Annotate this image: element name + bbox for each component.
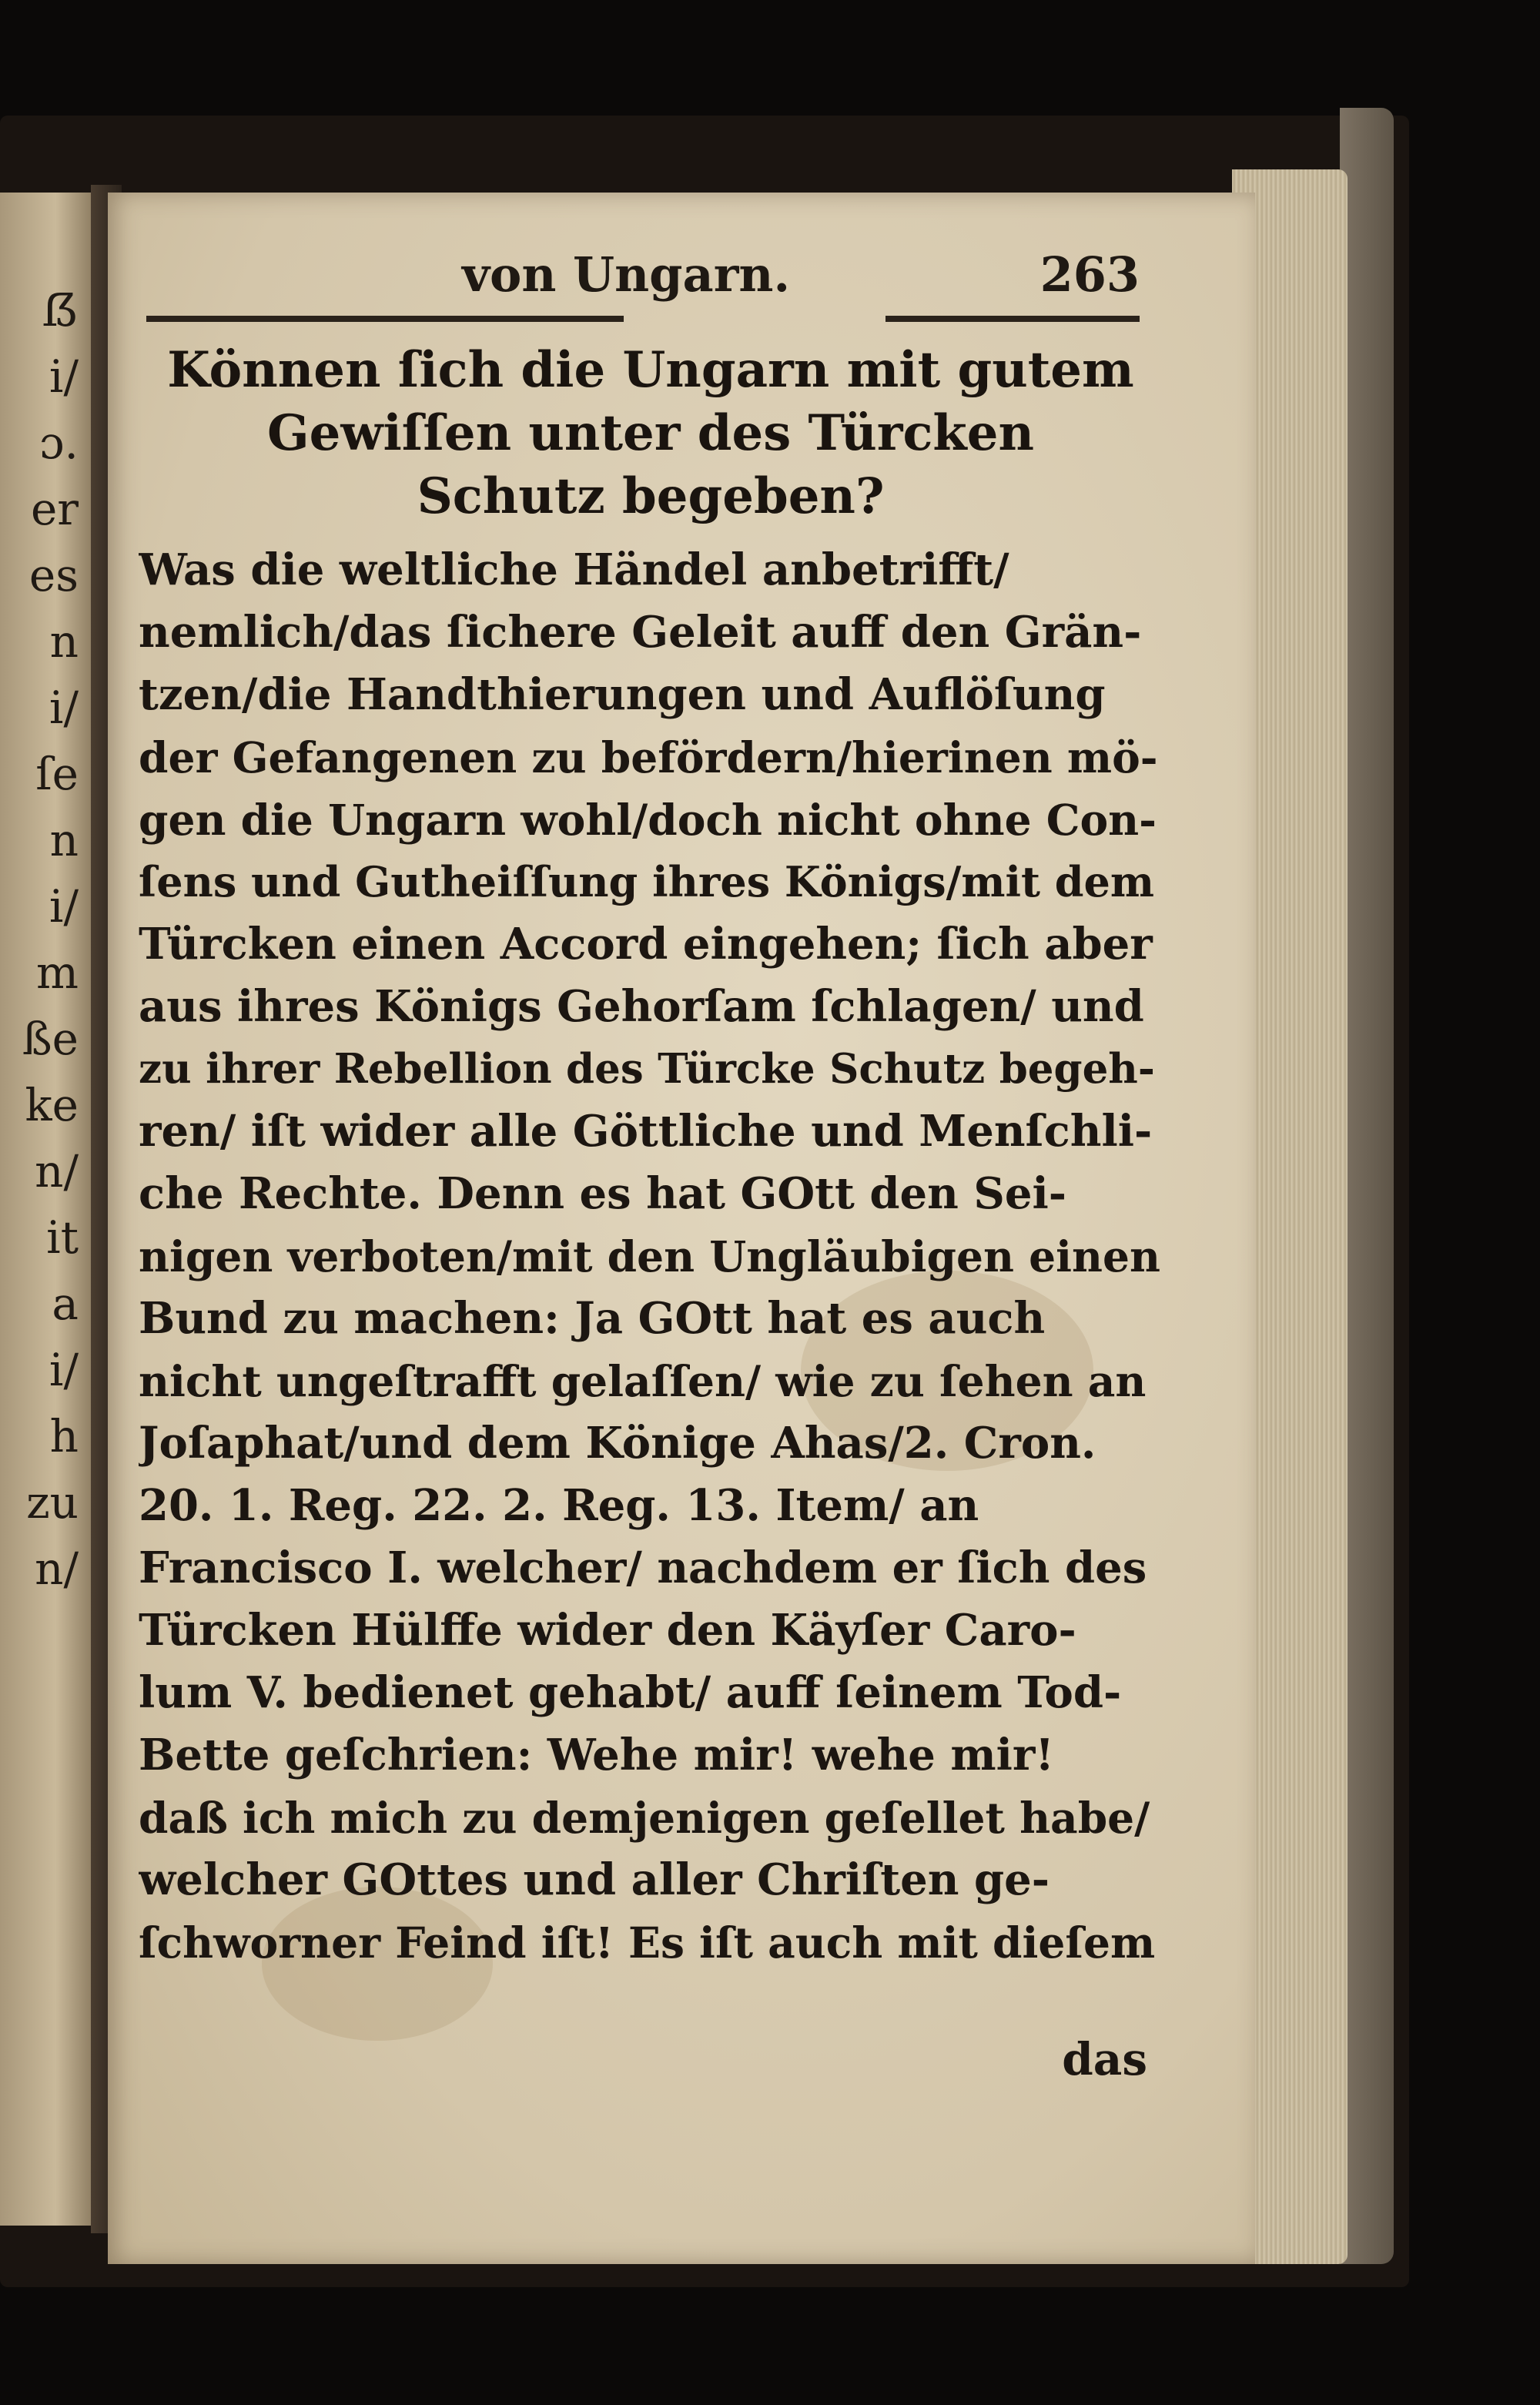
page-number: 263 [1040,246,1140,303]
text-line: aus ihres Königs Gehorſam ſchlagen/ und [139,981,1144,1032]
left-fragment: er [30,483,79,535]
left-fragment: i/ [49,350,79,403]
left-fragment: ɔ. [39,417,79,469]
left-fragment: i/ [49,1344,79,1396]
text-line: lum V. bedienet gehabt/ auff ſeinem Tod- [139,1667,1122,1718]
text-line: Türcken Hülffe wider den Käyſer Caro- [139,1605,1076,1656]
text-line: Joſaphat/und dem Könige Ahas/2. Cron. [139,1418,1096,1469]
heading-line: Schutz begeben? [417,467,885,525]
left-fragment: n/ [35,1542,79,1595]
left-fragment: n/ [35,1145,79,1197]
left-fragment: it [46,1211,79,1264]
left-fragment: m [36,946,79,999]
header-rule [886,316,1140,322]
text-line: ſens und Gutheiſſung ihres Königs/mit dem [139,857,1154,906]
left-page-text-fragments [0,277,85,2048]
section-heading [139,339,1163,528]
text-line: 20. 1. Reg. 22. 2. Reg. 13. Item/ an [139,1480,979,1531]
text-line: Türcken einen Accord eingehen; ſich aber [139,919,1153,970]
heading-line: Gewiſſen unter des Türcken [267,404,1034,462]
header-rule [146,316,624,322]
left-fragment: a [52,1278,79,1330]
left-fragment: es [28,549,79,601]
text-line: che Rechte. Denn es hat GOtt den Sei- [139,1168,1066,1219]
text-line: ren/ iſt wider alle Göttliche und Menſchli- [139,1106,1153,1157]
left-fragment: h [49,1410,79,1462]
catchword: das [1062,2033,1147,2085]
left-fragment: n [49,615,79,668]
text-line: nemlich/das ſichere Geleit auff den Grän- [139,607,1142,658]
body-paragraph [139,539,1163,1974]
text-line: zu ihrer Rebellion des Türcke Schutz begeh- [139,1045,1155,1093]
heading-line: Können ſich die Ungarn mit gutem [167,341,1134,399]
text-line: welcher GOttes und aller Chriſten ge- [139,1854,1050,1905]
text-line: Francisco I. welcher/ nachdem er ſich des [139,1542,1147,1593]
text-line: Was die weltliche Händel anbetrifft/ [139,544,1009,595]
left-fragment: zu [26,1476,79,1529]
left-fragment: n [49,814,79,866]
running-header [293,246,1155,316]
left-fragment: ẞ [41,284,79,337]
text-line: tzen/die Handthierungen und Auflöſung [139,669,1106,720]
book-cover-edge [1340,108,1394,2264]
left-fragment: ße [22,1013,79,1065]
text-line: der Gefangenen zu befördern/hierinen mö- [139,732,1158,782]
text-line: Bund zu machen: Ja GOtt hat es auch [139,1293,1046,1344]
left-fragment: ke [25,1079,79,1131]
left-fragment: i/ [49,880,79,933]
text-line: nicht ungeſtrafft gelaſſen/ wie zu ſehen an [139,1356,1147,1406]
text-line: daß ich mich zu demjenigen geſellet habe/ [139,1793,1150,1843]
text-line: gen die Ungarn wohl/doch nicht ohne Con- [139,795,1157,845]
text-line: Bette geſchrien: Wehe mir! wehe mir! [139,1730,1054,1780]
left-fragment: ſe [35,748,79,800]
text-line: nigen verboten/mit den Ungläubigen einen [139,1231,1160,1281]
running-title: von Ungarn. [462,246,791,303]
left-fragment: i/ [49,682,79,734]
text-line: ſchworner Feind iſt! Es iſt auch mit dieſem [139,1918,1156,1968]
